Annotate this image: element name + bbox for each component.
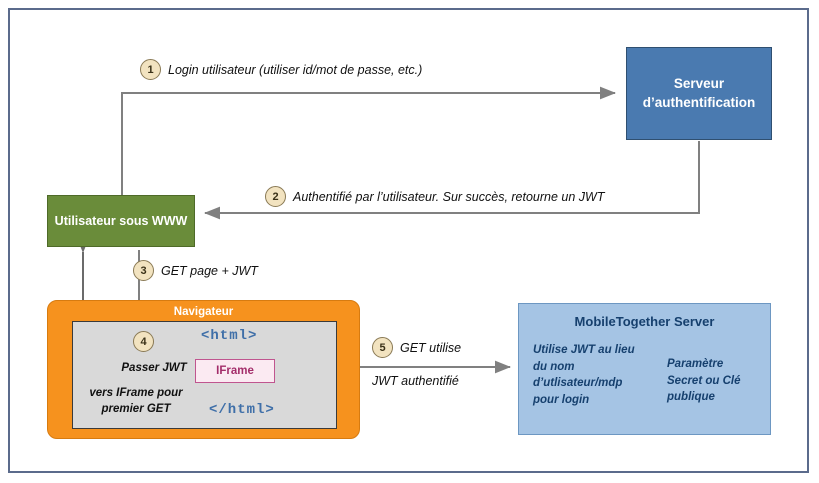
step-2-badge: 2 bbox=[265, 186, 286, 207]
step-5-sublabel: JWT authentifié bbox=[372, 374, 459, 388]
browser-viewport bbox=[72, 321, 337, 429]
node-mt-right-text: Secret ou Clé publique bbox=[667, 374, 741, 404]
node-browser-title: Navigateur bbox=[173, 306, 234, 318]
step-1-badge: 1 bbox=[140, 59, 161, 80]
html-close-tag: </html> bbox=[209, 402, 275, 418]
step-4-badge-wrap bbox=[133, 331, 154, 352]
node-mobiletogether-server bbox=[518, 303, 771, 435]
step-5-label: GET utilise bbox=[400, 340, 462, 355]
step-5-badge: 5 bbox=[372, 337, 393, 358]
node-mt-right-title: Paramètre bbox=[667, 358, 724, 370]
step-1-label: Login utilisateur (utiliser id/mot de passe, etc.) bbox=[168, 62, 423, 77]
node-user bbox=[47, 195, 195, 247]
step-3-badge: 3 bbox=[133, 260, 154, 281]
node-mt-title: MobileTogether Server bbox=[574, 314, 715, 329]
node-mt-right bbox=[667, 356, 767, 406]
step-3-label: GET page + JWT bbox=[161, 263, 258, 278]
step-1 bbox=[140, 59, 422, 80]
iframe-label: IFrame bbox=[216, 365, 254, 377]
step-2 bbox=[265, 186, 604, 207]
node-browser bbox=[47, 300, 360, 439]
node-user-label: Utilisateur sous WWW bbox=[54, 213, 188, 228]
step-5 bbox=[372, 337, 461, 358]
step-4-badge: 4 bbox=[133, 331, 154, 352]
html-open-tag: <html> bbox=[201, 328, 258, 344]
step-4-label: Passer JWT bbox=[121, 362, 187, 374]
vers-iframe-annotation: vers IFrame pour premier GET bbox=[89, 387, 183, 415]
step-2-label: Authentifié par l’utilisateur. Sur succès, retourne un JWT bbox=[293, 189, 605, 204]
iframe-element bbox=[195, 359, 275, 383]
step-3 bbox=[133, 260, 258, 281]
node-auth-server-label: Serveur d’authentification bbox=[642, 76, 756, 110]
node-mt-left-text: Utilise JWT au lieu du nom d’utlisateur/mdp pour login bbox=[533, 344, 635, 407]
node-auth-server bbox=[626, 47, 772, 140]
